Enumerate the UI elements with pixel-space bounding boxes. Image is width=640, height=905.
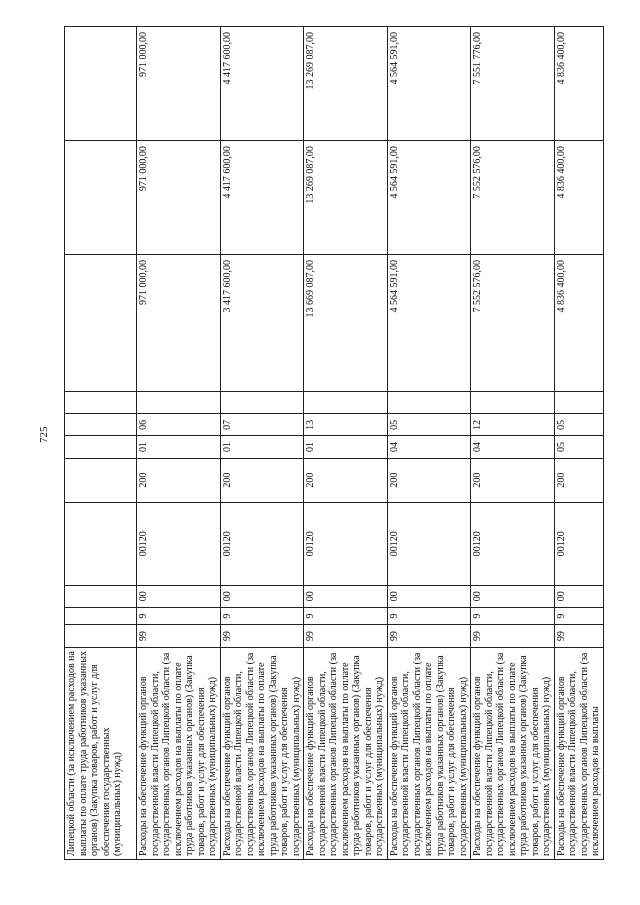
subsection-code [65,414,137,436]
subsection-code: 12 [471,414,555,436]
row-name: Липецкой области (за исключением расходов на выплаты по оплате труда работников указанных органов) (Закупка товаров, работ и услуг для обеспечения государственных (муниципальных) нужд) [65,647,137,859]
direction-code: 00120 [304,502,388,585]
value-year-1: 7 552 576,00 [471,255,555,392]
expense-type-code: 200 [387,458,471,502]
subprogram-code: 9 [220,607,304,625]
value-year-1 [65,255,137,392]
table-row [387,27,471,860]
empty-code [554,392,603,414]
subsection-code: 13 [304,414,388,436]
expense-type-code: 200 [220,458,304,502]
event-code: 00 [220,585,304,607]
section-code: 01 [220,436,304,458]
table-row [65,27,137,860]
direction-code: 00120 [471,502,555,585]
row-name: Расходы на обеспечение функций органов государственной власти Липецкой области, государственных органов Липецкой области (за исключением расходов на выплаты по оплате труда работников указанных органов) (Закупка товаров, работ и услуг для обеспечения государственных (муниципальных) нужд) [471,647,555,859]
section-code: 05 [554,436,603,458]
empty-code [304,392,388,414]
section-code: 04 [387,436,471,458]
subprogram-code: 9 [137,607,221,625]
value-year-2: 7 552 576,00 [471,141,555,255]
value-year-1: 4 564 591,00 [387,255,471,392]
section-code: 01 [304,436,388,458]
program-code: 99 [137,625,221,647]
expense-type-code: 200 [471,458,555,502]
value-year-3: 4 417 600,00 [220,27,304,141]
empty-code [387,392,471,414]
row-name: Расходы на обеспечение функций органов государственной власти Липецкой области, государственных органов Липецкой области (за исключением расходов на выплаты по оплате труда работников указанных органов) (Закупка товаров, работ и услуг для обеспечения государственных (муниципальных) нужд) [387,647,471,859]
direction-code [65,502,137,585]
value-year-2: 971 000,00 [137,141,221,255]
direction-code: 00120 [220,502,304,585]
value-year-2: 4 417 600,00 [220,141,304,255]
page-number: 725 [38,426,50,443]
value-year-2: 13 269 087,00 [304,141,388,255]
subsection-code: 05 [554,414,603,436]
subsection-code: 07 [220,414,304,436]
event-code: 00 [304,585,388,607]
subprogram-code [65,607,137,625]
direction-code: 00120 [137,502,221,585]
program-code: 99 [471,625,555,647]
rotated-page [64,26,601,860]
value-year-3: 7 551 776,00 [471,27,555,141]
subprogram-code: 9 [554,607,603,625]
event-code: 00 [471,585,555,607]
budget-table [64,26,604,860]
subsection-code: 05 [387,414,471,436]
value-year-2: 4 564 591,00 [387,141,471,255]
program-code [65,625,137,647]
expense-type-code: 200 [554,458,603,502]
row-name: Расходы на обеспечение функций органов государственной власти Липецкой области, государственных органов Липецкой области (за исключением расходов на выплаты по оплате труда работников указанных органов) (Закупка товаров, работ и услуг для обеспечения государственных (муниципальных) нужд) [304,647,388,859]
row-name: Расходы на обеспечение функций органов государственной власти Липецкой области, государственных органов Липецкой области (за исключением расходов на выплаты по оплате труда работников указанных органов) (Закупка товаров, работ и услуг для обеспечения государственных (муниципальных) нужд) [220,647,304,859]
expense-type-code: 200 [137,458,221,502]
row-name: Расходы на обеспечение функций органов государственной власти Липецкой области, государственных органов Липецкой области (за исключением расходов на выплаты по оплате труда работников указанных органов) (Закупка товаров, работ и услуг для обеспечения государственных (муниципальных) нужд) [137,647,221,859]
subprogram-code: 9 [304,607,388,625]
value-year-2 [65,141,137,255]
value-year-1: 3 417 600,00 [220,255,304,392]
program-code: 99 [387,625,471,647]
program-code: 99 [220,625,304,647]
value-year-3: 971 000,00 [137,27,221,141]
value-year-1: 971 000,00 [137,255,221,392]
program-code: 99 [554,625,603,647]
table-row [137,27,221,860]
value-year-3: 4 836 400,00 [554,27,603,141]
event-code: 00 [137,585,221,607]
direction-code: 00120 [387,502,471,585]
table-row [471,27,555,860]
row-name: Расходы на обеспечение функций органов государственной власти Липецкой области, государственных органов Липецкой области (за исключением расходов на выплаты [554,647,603,859]
event-code: 00 [554,585,603,607]
value-year-3 [65,27,137,141]
event-code: 00 [387,585,471,607]
empty-code [220,392,304,414]
empty-code [471,392,555,414]
expense-type-code [65,458,137,502]
value-year-1: 13 669 087,00 [304,255,388,392]
program-code: 99 [304,625,388,647]
empty-code [65,392,137,414]
section-code: 01 [137,436,221,458]
empty-code [137,392,221,414]
subsection-code: 06 [137,414,221,436]
value-year-1: 4 836 400,00 [554,255,603,392]
subprogram-code: 9 [471,607,555,625]
value-year-2: 4 836 400,00 [554,141,603,255]
section-code: 04 [471,436,555,458]
subprogram-code: 9 [387,607,471,625]
direction-code: 00120 [554,502,603,585]
table-row [304,27,388,860]
table-row [554,27,603,860]
table-row [220,27,304,860]
expense-type-code: 200 [304,458,388,502]
section-code [65,436,137,458]
value-year-3: 13 269 087,00 [304,27,388,141]
value-year-3: 4 564 591,00 [387,27,471,141]
event-code [65,585,137,607]
